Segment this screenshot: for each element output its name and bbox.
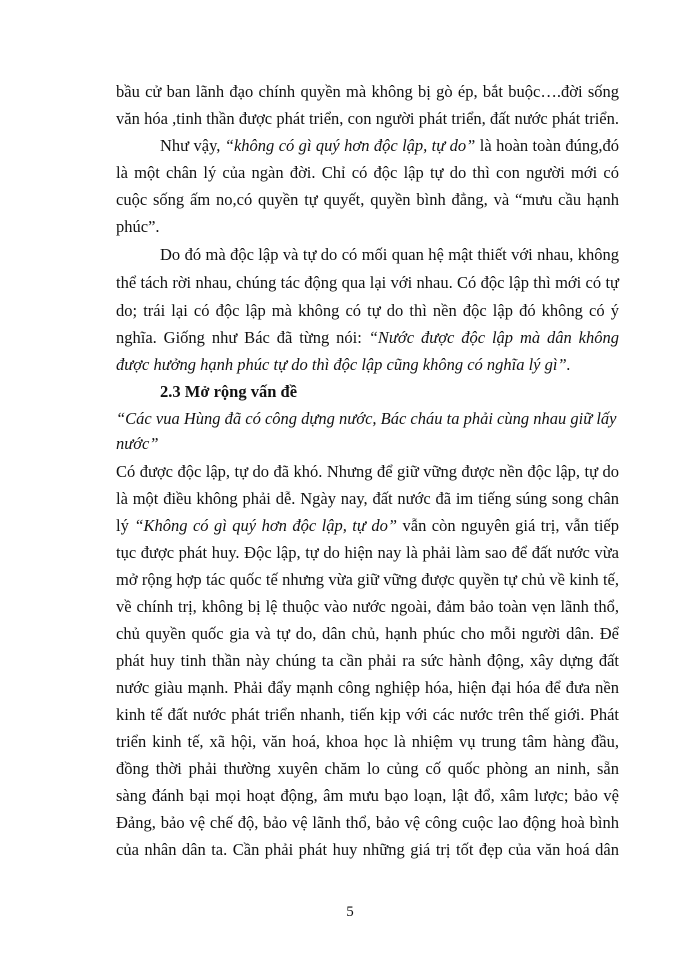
text-line-mixed: [160, 136, 619, 156]
text-line-mixed: [116, 328, 619, 348]
quote-line: được hưởng hạnh phúc tự do thì độc lập cũng không có nghĩa lý gì”.: [116, 355, 571, 374]
text-line: sàng đánh bại mọi hoạt động, âm mưu bạo loạn, lật đổ, xâm lược; bảo vệ: [116, 786, 619, 805]
text-line: là một chân lý của ngàn đời. Chỉ có độc lập tự do thì con người mới có: [116, 163, 619, 182]
text-line: văn hóa ,tinh thần được phát triển, con người phát triển, đất nước phát triển.: [116, 109, 619, 128]
text-line: triển kinh tế, xã hội, văn hoá, khoa học là nhiệm vụ trung tâm hàng đầu,: [116, 732, 619, 751]
text-line: thể tách rời nhau, chúng tác động qua lại với nhau. Có độc lập thì mới có tự: [116, 273, 619, 292]
text-line: Do đó mà độc lập và tự do có mối quan hệ mật thiết với nhau, không: [160, 245, 619, 264]
text-line: là một điều không phải dễ. Ngày nay, đất nước đã im tiếng súng song chân: [116, 489, 619, 508]
text-line: bầu cử ban lãnh đạo chính quyền mà không bị gò ép, bắt buộc….đời sống: [116, 82, 619, 101]
text-line: mở rộng hợp tác quốc tế nhưng vừa giữ vững được quyền tự chủ về kinh tế,: [116, 570, 619, 589]
text-line: về chính trị, không bị lệ thuộc vào nước ngoài, đảm bảo toàn vẹn lãnh thổ,: [116, 597, 619, 616]
text-line: đồng thời phải thường xuyên chăm lo củng cố quốc phòng an ninh, sẵn: [116, 759, 619, 778]
text-line: kinh tế đất nước phát triển nhanh, tiến kịp với các nước trên thế giới. Phát: [116, 705, 619, 724]
quote-run: “Nước được độc lập mà dân không: [368, 328, 619, 347]
text-run: lý: [116, 516, 135, 535]
text-line: nước giàu mạnh. Phải đẩy mạnh công nghiệp hóa, hiện đại hóa để đưa nền: [116, 678, 619, 697]
quote-line: “Các vua Hùng đã có công dựng nước, Bác cháu ta phải cùng nhau giữ lấy: [116, 409, 617, 428]
page-number: 5: [346, 904, 354, 920]
text-line: cuộc sống ấm no,có quyền tự quyết, quyền bình đẳng, và “mưu cầu hạnh: [116, 190, 619, 209]
text-line: phúc”.: [116, 217, 160, 236]
section-heading: 2.3 Mở rộng vấn đề: [160, 382, 298, 401]
text-run: nghĩa. Giống như Bác đã từng nói:: [116, 328, 369, 347]
text-line: phát huy tinh thần này chúng ta cần phải ra sức hành động, xây dựng đất: [116, 651, 619, 670]
text-run: Như vậy,: [160, 136, 225, 155]
quote-run: “Không có gì quý hơn độc lập, tự do”: [134, 516, 398, 535]
text-line: tục được phát huy. Độc lập, tự do hiện nay là phải làm sao để đất nước vừa: [116, 543, 619, 562]
text-line: Đảng, bảo vệ chế độ, bảo vệ lãnh thổ, bảo vệ công cuộc lao động hoà bình: [116, 813, 619, 832]
text-line: do; trái lại có độc lập mà không có tự do thì nền độc lập đó không có ý: [116, 301, 619, 320]
text-line: chủ quyền quốc gia và tự do, dân chủ, hạnh phúc cho mỗi người dân. Để: [116, 624, 619, 643]
text-line-mixed: [116, 516, 619, 536]
quote-line: nước”: [116, 434, 159, 453]
text-line: Có được độc lập, tự do đã khó. Nhưng để giữ vững được nền độc lập, tự do: [116, 462, 619, 481]
text-line: của nhân dân ta. Cần phải phát huy những giá trị tốt đẹp của văn hoá dân: [116, 840, 619, 859]
text-run: là hoàn toàn đúng,đó: [475, 136, 619, 155]
text-run: vẫn còn nguyên giá trị, vẫn tiếp: [397, 516, 620, 535]
quote-run: “không có gì quý hơn độc lập, tự do”: [224, 136, 476, 155]
